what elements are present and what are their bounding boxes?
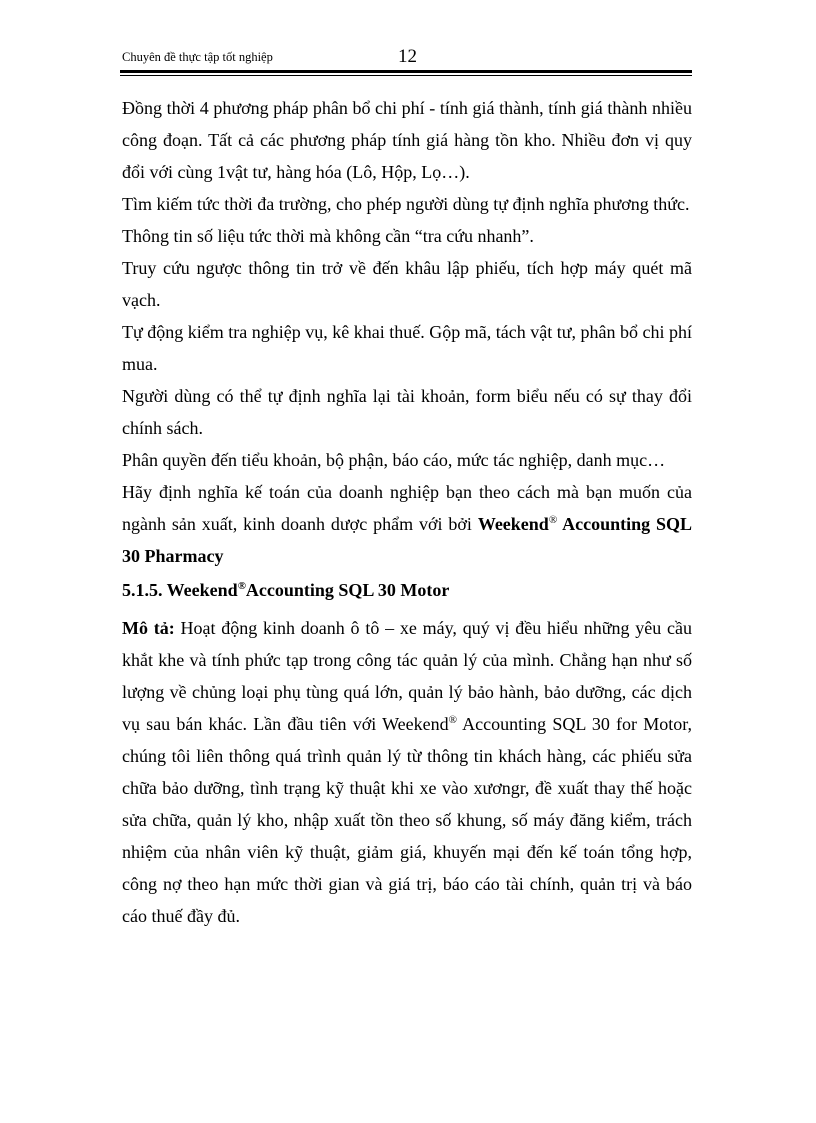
page-header — [122, 46, 692, 72]
paragraph-permissions: Phân quyền đến tiểu khoản, bộ phận, báo cáo, mức tác nghiệp, danh mục… — [122, 450, 666, 470]
product-name-weekend: Weekend — [477, 514, 549, 534]
header-title: Chuyên đề thực tập tốt nghiệp — [122, 50, 273, 64]
section-heading — [122, 574, 692, 606]
paragraph-cost-allocation: Đồng thời 4 phương pháp phân bổ chi phí - tính giá thành, tính giá thành nhiều công đoạn. Tất cả các phương pháp tính giá hàng tồn kho. Nhiều đơn vị quy đổi với cùng 1vật tư, hàng hóa (Lô, Hộp, Lọ…). — [122, 98, 692, 182]
paragraph-instant-info: Thông tin số liệu tức thời mà không cần “tra cứu nhanh”. — [122, 226, 534, 246]
description-label: Mô tả: — [122, 618, 175, 638]
description-paragraph — [122, 612, 692, 932]
paragraph-auto-check: Tự động kiểm tra nghiệp vụ, kê khai thuế. Gộp mã, tách vật tư, phân bổ chi phí mua. — [122, 322, 692, 374]
section-heading-part-1: 5.1.5. Weekend — [122, 580, 238, 600]
description-registered-mark: ® — [448, 714, 457, 726]
section-registered-mark: ® — [237, 580, 246, 592]
page-number: 12 — [398, 46, 417, 67]
paragraph-user-define: Người dùng có thể tự định nghĩa lại tài khoản, form biểu nếu có sự thay đổi chính sách. — [122, 386, 692, 438]
header-rule-thick — [120, 70, 692, 73]
paragraph-define-accounting — [122, 476, 692, 572]
paragraph-search: Tìm kiếm tức thời đa trường, cho phép người dùng tự định nghĩa phương thức. — [122, 194, 690, 214]
product-name-pharmacy: Accounting SQL 30 Pharmacy — [122, 514, 693, 566]
registered-mark: ® — [548, 514, 558, 526]
page-body — [122, 92, 692, 932]
paragraph-reverse-lookup: Truy cứu ngược thông tin trở về đến khâu lập phiếu, tích hợp máy quét mã vạch. — [122, 258, 692, 310]
description-text-2: Accounting SQL 30 for Motor, chúng tôi liên thông quá trình quản lý từ thông tin khách hàng, các phiếu sửa chữa bảo dưỡng, tình trạng kỹ thuật khi xe vào xươngr, đề xuất thay thế hoặc sửa chữa, quản lý kho, nhập xuất tồn theo số khung, số máy đăng kiểm, trách nhiệm của nhân viên kỹ thuật, giảm giá, khuyến mại đến kế toán tổng hợp, công nợ theo hạn mức thời gian và giá trị, báo cáo tài chính, quản trị và báo cáo thuế đầy đủ. — [122, 714, 693, 926]
paragraph-define-text: Hãy định nghĩa kế toán của doanh nghiệp bạn theo cách mà bạn muốn của ngành sản xuất, kinh doanh dược phẩm với bởi — [122, 482, 692, 534]
header-rule-thin — [120, 75, 692, 76]
section-heading-part-2: Accounting SQL 30 Motor — [245, 580, 450, 600]
description-text-1: Hoạt động kinh doanh ô tô – xe máy, quý vị đều hiểu những yêu cầu khắt khe và tính phức tạp trong công tác quản lý của mình. Chẳng hạn như số lượng về chủng loại phụ tùng quá lớn, quản lý bảo hành, bảo dưỡng, các dịch vụ sau bán khác. Lần đầu tiên với Weekend — [122, 618, 692, 734]
